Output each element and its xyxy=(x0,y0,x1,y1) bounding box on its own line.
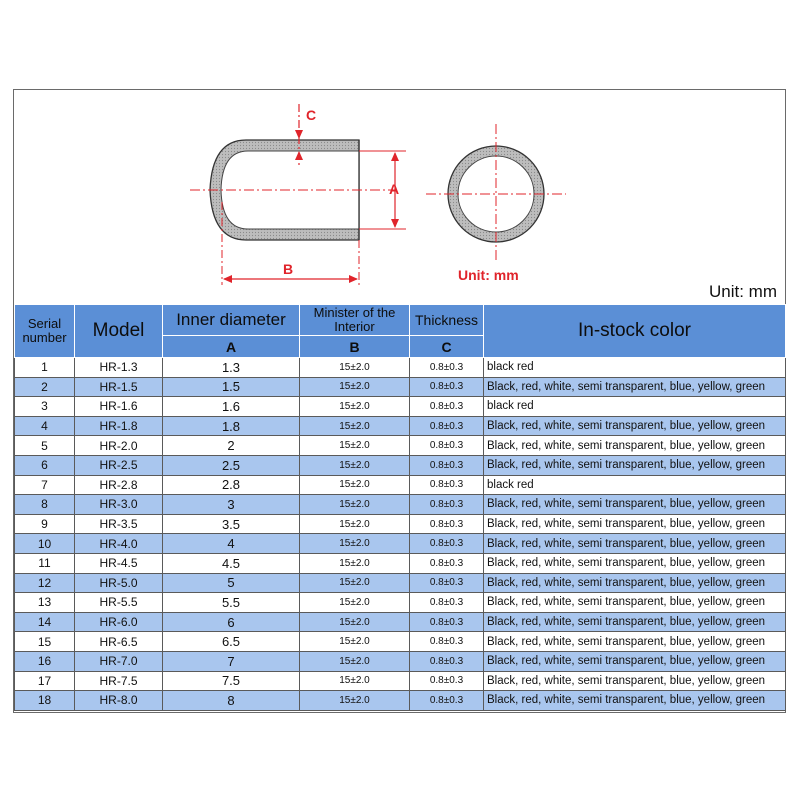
cell-colors: Black, red, white, semi transparent, blue, yellow, green xyxy=(484,612,786,632)
cell-inner-diameter: 7.5 xyxy=(163,671,300,691)
cell-length: 15±2.0 xyxy=(300,397,410,417)
cell-serial: 3 xyxy=(15,397,75,417)
cell-model: HR-2.0 xyxy=(75,436,163,456)
cap-end-view xyxy=(426,124,566,262)
cell-thickness: 0.8±0.3 xyxy=(410,475,484,495)
header-sub-a: A xyxy=(163,336,300,358)
cell-colors: Black, red, white, semi transparent, blue, yellow, green xyxy=(484,632,786,652)
cell-length: 15±2.0 xyxy=(300,436,410,456)
spec-table-body xyxy=(15,358,786,711)
cell-serial: 7 xyxy=(15,475,75,495)
cell-length: 15±2.0 xyxy=(300,691,410,711)
cell-colors: Black, red, white, semi transparent, blue, yellow, green xyxy=(484,495,786,515)
cell-colors: Black, red, white, semi transparent, blue, yellow, green xyxy=(484,377,786,397)
cell-model: HR-3.5 xyxy=(75,514,163,534)
cell-colors: Black, red, white, semi transparent, blue, yellow, green xyxy=(484,573,786,593)
cell-model: HR-1.6 xyxy=(75,397,163,417)
table-row xyxy=(15,358,786,378)
cell-serial: 16 xyxy=(15,651,75,671)
cell-serial: 2 xyxy=(15,377,75,397)
cell-colors: Black, red, white, semi transparent, blue, yellow, green xyxy=(484,416,786,436)
header-serial: Serial number xyxy=(15,305,75,358)
cell-thickness: 0.8±0.3 xyxy=(410,436,484,456)
cell-serial: 12 xyxy=(15,573,75,593)
cell-thickness: 0.8±0.3 xyxy=(410,534,484,554)
cell-serial: 6 xyxy=(15,455,75,475)
cell-serial: 5 xyxy=(15,436,75,456)
spec-sheet xyxy=(13,89,786,713)
header-sub-b: B xyxy=(300,336,410,358)
table-row xyxy=(15,436,786,456)
table-row xyxy=(15,651,786,671)
cell-colors: Black, red, white, semi transparent, blue, yellow, green xyxy=(484,593,786,613)
label-b: B xyxy=(283,261,294,277)
cell-inner-diameter: 2.5 xyxy=(163,455,300,475)
cell-inner-diameter: 1.3 xyxy=(163,358,300,378)
table-row xyxy=(15,691,786,711)
label-a: A xyxy=(389,181,400,197)
cell-length: 15±2.0 xyxy=(300,416,410,436)
cell-inner-diameter: 5.5 xyxy=(163,593,300,613)
table-row xyxy=(15,377,786,397)
cell-serial: 18 xyxy=(15,691,75,711)
cell-inner-diameter: 4.5 xyxy=(163,553,300,573)
cell-colors: Black, red, white, semi transparent, blue, yellow, green xyxy=(484,651,786,671)
cell-model: HR-8.0 xyxy=(75,691,163,711)
cell-model: HR-1.5 xyxy=(75,377,163,397)
header-colors: In-stock color xyxy=(484,305,786,358)
cap-side-view xyxy=(190,140,400,240)
cell-thickness: 0.8±0.3 xyxy=(410,573,484,593)
cell-model: HR-6.5 xyxy=(75,632,163,652)
cell-model: HR-4.5 xyxy=(75,553,163,573)
cell-model: HR-5.5 xyxy=(75,593,163,613)
cell-thickness: 0.8±0.3 xyxy=(410,416,484,436)
table-row xyxy=(15,612,786,632)
cell-inner-diameter: 1.8 xyxy=(163,416,300,436)
table-row xyxy=(15,573,786,593)
cell-serial: 14 xyxy=(15,612,75,632)
cell-length: 15±2.0 xyxy=(300,612,410,632)
cell-serial: 15 xyxy=(15,632,75,652)
cell-thickness: 0.8±0.3 xyxy=(410,593,484,613)
cell-thickness: 0.8±0.3 xyxy=(410,358,484,378)
cell-model: HR-7.0 xyxy=(75,651,163,671)
table-row xyxy=(15,495,786,515)
table-row xyxy=(15,475,786,495)
cell-serial: 13 xyxy=(15,593,75,613)
cell-length: 15±2.0 xyxy=(300,553,410,573)
cell-serial: 1 xyxy=(15,358,75,378)
cell-thickness: 0.8±0.3 xyxy=(410,632,484,652)
cell-inner-diameter: 6.5 xyxy=(163,632,300,652)
cell-model: HR-6.0 xyxy=(75,612,163,632)
cell-colors: Black, red, white, semi transparent, blue, yellow, green xyxy=(484,553,786,573)
cell-model: HR-2.8 xyxy=(75,475,163,495)
dimension-diagram xyxy=(14,90,785,304)
cell-inner-diameter: 2 xyxy=(163,436,300,456)
cell-thickness: 0.8±0.3 xyxy=(410,514,484,534)
cell-inner-diameter: 7 xyxy=(163,651,300,671)
cell-serial: 17 xyxy=(15,671,75,691)
table-row xyxy=(15,514,786,534)
cell-inner-diameter: 2.8 xyxy=(163,475,300,495)
cell-length: 15±2.0 xyxy=(300,632,410,652)
cell-colors: black red xyxy=(484,358,786,378)
cell-serial: 11 xyxy=(15,553,75,573)
cell-thickness: 0.8±0.3 xyxy=(410,671,484,691)
cell-model: HR-7.5 xyxy=(75,671,163,691)
unit-note: Unit: mm xyxy=(709,282,777,301)
cell-inner-diameter: 6 xyxy=(163,612,300,632)
cell-colors: black red xyxy=(484,475,786,495)
cell-inner-diameter: 3 xyxy=(163,495,300,515)
cell-model: HR-5.0 xyxy=(75,573,163,593)
cell-thickness: 0.8±0.3 xyxy=(410,397,484,417)
table-row xyxy=(15,671,786,691)
cell-thickness: 0.8±0.3 xyxy=(410,691,484,711)
cell-model: HR-3.0 xyxy=(75,495,163,515)
cell-thickness: 0.8±0.3 xyxy=(410,612,484,632)
cell-inner-diameter: 8 xyxy=(163,691,300,711)
cell-model: HR-1.3 xyxy=(75,358,163,378)
cell-inner-diameter: 4 xyxy=(163,534,300,554)
cell-thickness: 0.8±0.3 xyxy=(410,651,484,671)
cell-model: HR-4.0 xyxy=(75,534,163,554)
cell-length: 15±2.0 xyxy=(300,671,410,691)
cell-model: HR-2.5 xyxy=(75,455,163,475)
cell-length: 15±2.0 xyxy=(300,593,410,613)
table-row xyxy=(15,534,786,554)
cell-serial: 8 xyxy=(15,495,75,515)
diagram-unit-label: Unit: mm xyxy=(458,267,519,283)
table-row xyxy=(15,397,786,417)
table-row xyxy=(15,416,786,436)
cell-length: 15±2.0 xyxy=(300,377,410,397)
cell-length: 15±2.0 xyxy=(300,358,410,378)
cell-length: 15±2.0 xyxy=(300,651,410,671)
cell-colors: Black, red, white, semi transparent, blue, yellow, green xyxy=(484,455,786,475)
cell-inner-diameter: 5 xyxy=(163,573,300,593)
cell-thickness: 0.8±0.3 xyxy=(410,553,484,573)
cell-inner-diameter: 1.6 xyxy=(163,397,300,417)
label-c: C xyxy=(306,107,317,123)
cell-colors: Black, red, white, semi transparent, blue, yellow, green xyxy=(484,436,786,456)
cell-serial: 9 xyxy=(15,514,75,534)
cell-length: 15±2.0 xyxy=(300,475,410,495)
cell-inner-diameter: 3.5 xyxy=(163,514,300,534)
cell-model: HR-1.8 xyxy=(75,416,163,436)
cell-length: 15±2.0 xyxy=(300,573,410,593)
cell-length: 15±2.0 xyxy=(300,534,410,554)
cell-colors: Black, red, white, semi transparent, blue, yellow, green xyxy=(484,671,786,691)
cell-inner-diameter: 1.5 xyxy=(163,377,300,397)
cell-colors: Black, red, white, semi transparent, blue, yellow, green xyxy=(484,534,786,554)
table-row xyxy=(15,593,786,613)
spec-table xyxy=(14,304,786,711)
header-length: Minister of the Interior xyxy=(300,305,410,336)
cell-thickness: 0.8±0.3 xyxy=(410,455,484,475)
cell-length: 15±2.0 xyxy=(300,514,410,534)
header-model: Model xyxy=(75,305,163,358)
cell-colors: Black, red, white, semi transparent, blue, yellow, green xyxy=(484,514,786,534)
cell-serial: 10 xyxy=(15,534,75,554)
table-row xyxy=(15,455,786,475)
header-thickness: Thickness xyxy=(410,305,484,336)
cell-length: 15±2.0 xyxy=(300,495,410,515)
cell-length: 15±2.0 xyxy=(300,455,410,475)
header-sub-c: C xyxy=(410,336,484,358)
cell-thickness: 0.8±0.3 xyxy=(410,377,484,397)
header-inner-diameter: Inner diameter xyxy=(163,305,300,336)
table-row xyxy=(15,632,786,652)
cell-thickness: 0.8±0.3 xyxy=(410,495,484,515)
cell-colors: Black, red, white, semi transparent, blue, yellow, green xyxy=(484,691,786,711)
cap-drawing xyxy=(14,90,785,304)
table-row xyxy=(15,553,786,573)
cell-colors: black red xyxy=(484,397,786,417)
cell-serial: 4 xyxy=(15,416,75,436)
